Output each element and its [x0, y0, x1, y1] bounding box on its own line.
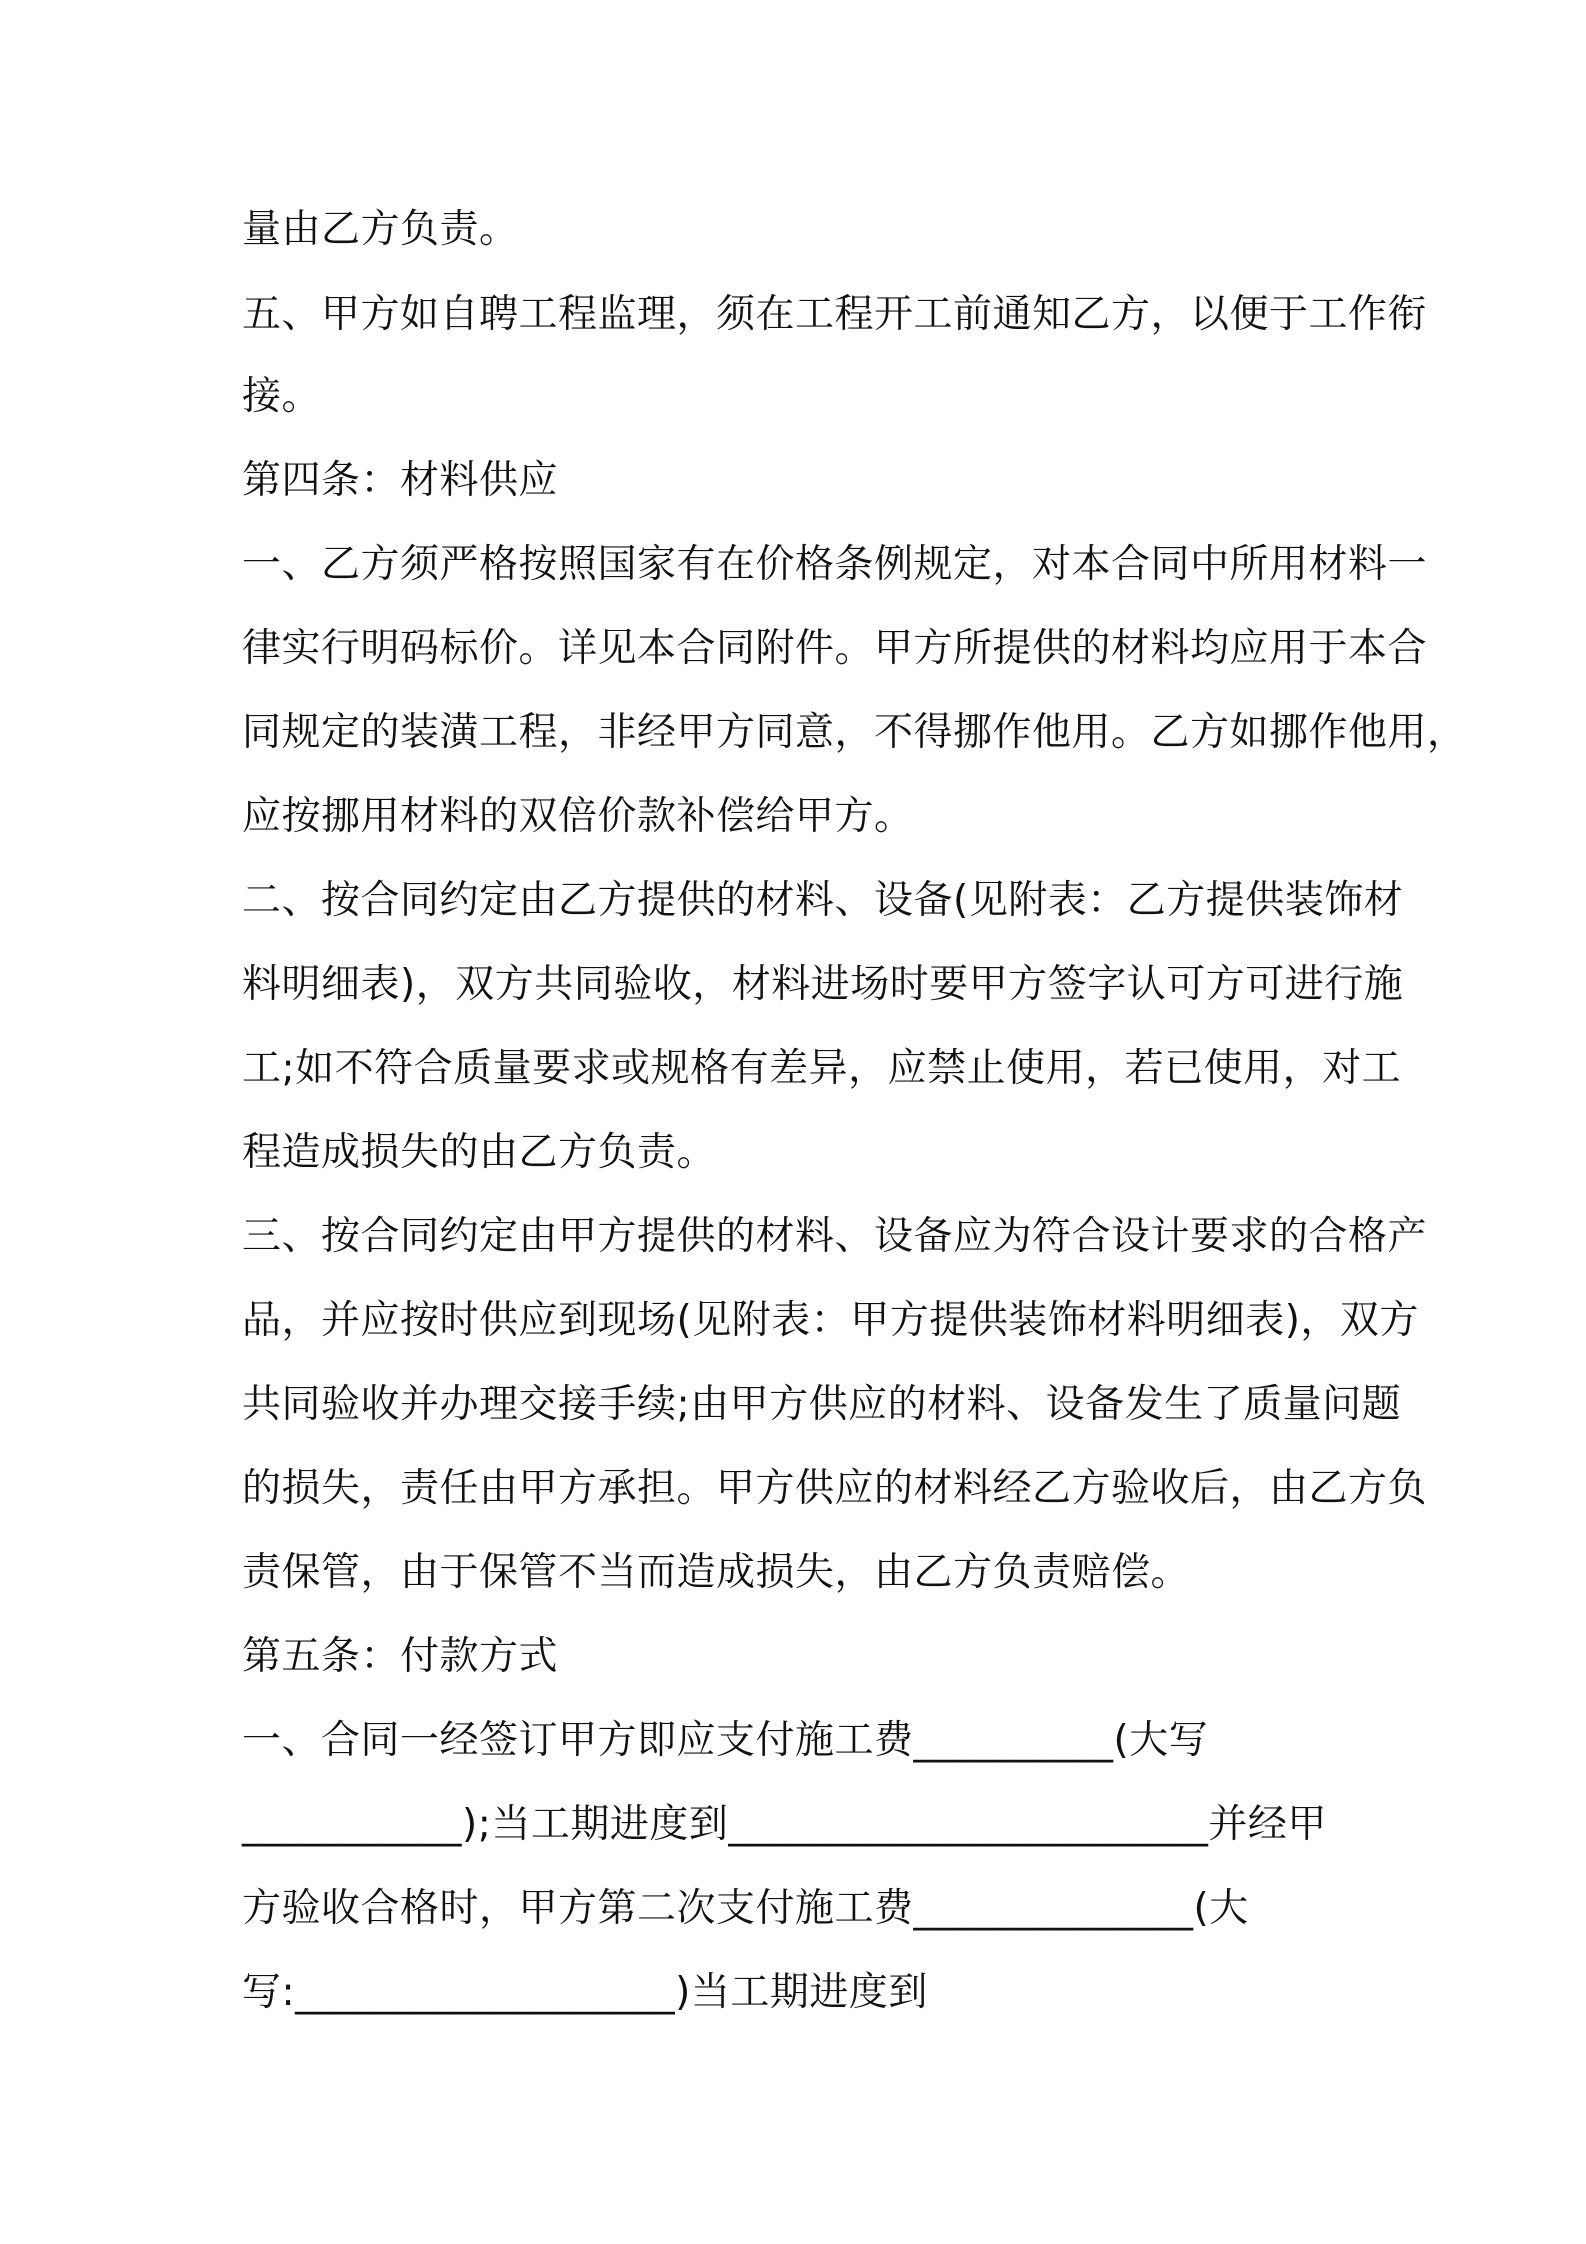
text-line: ___________);当工期进度到________________________并经甲 [242, 1802, 1327, 1847]
text-line: 方验收合格时，甲方第二次支付施工费______________(大 [242, 1886, 1249, 1931]
text-line: 的损失，责任由甲方承担。甲方供应的材料经乙方验收后，由乙方负 [242, 1466, 1428, 1511]
text-line: 料明细表)，双方共同验收，材料进场时要甲方签字认可方可进行施 [242, 962, 1404, 1007]
text-line: 同规定的装潢工程，非经甲方同意，不得挪作他用。乙方如挪作他用， [242, 710, 1467, 755]
text-line: 三、按合同约定由甲方提供的材料、设备应为符合设计要求的合格产 [242, 1214, 1428, 1259]
text-line: 品，并应按时供应到现场(见附表：甲方提供装饰材料明细表)，双方 [242, 1298, 1419, 1343]
text-line: 应按挪用材料的双倍价款补偿给甲方。 [242, 794, 914, 839]
text-line: 责保管，由于保管不当而造成损失，由乙方负责赔偿。 [242, 1550, 1191, 1595]
text-line: 五、甲方如自聘工程监理，须在工程开工前通知乙方，以便于工作衔 [242, 292, 1428, 337]
text-line: 二、按合同约定由乙方提供的材料、设备(见附表：乙方提供装饰材 [242, 878, 1404, 923]
text-line: 共同验收并办理交接手续;由甲方供应的材料、设备发生了质量问题 [242, 1382, 1402, 1427]
section-heading: 第五条：付款方式 [242, 1634, 559, 1679]
text-line: 工;如不符合质量要求或规格有差异，应禁止使用，若已使用，对工 [242, 1046, 1402, 1091]
text-line: 一、合同一经签订甲方即应支付施工费__________(大写 [242, 1718, 1209, 1763]
text-line: 律实行明码标价。详见本合同附件。甲方所提供的材料均应用于本合 [242, 626, 1428, 671]
text-line: 写:___________________)当工期进度到 [242, 1970, 928, 2015]
text-line: 量由乙方负责。 [242, 207, 519, 252]
text-line: 一、乙方须严格按照国家有在价格条例规定，对本合同中所用材料一 [242, 542, 1428, 587]
text-line: 接。 [242, 374, 322, 419]
section-heading: 第四条：材料供应 [242, 458, 559, 503]
text-line: 程造成损失的由乙方负责。 [242, 1130, 717, 1175]
